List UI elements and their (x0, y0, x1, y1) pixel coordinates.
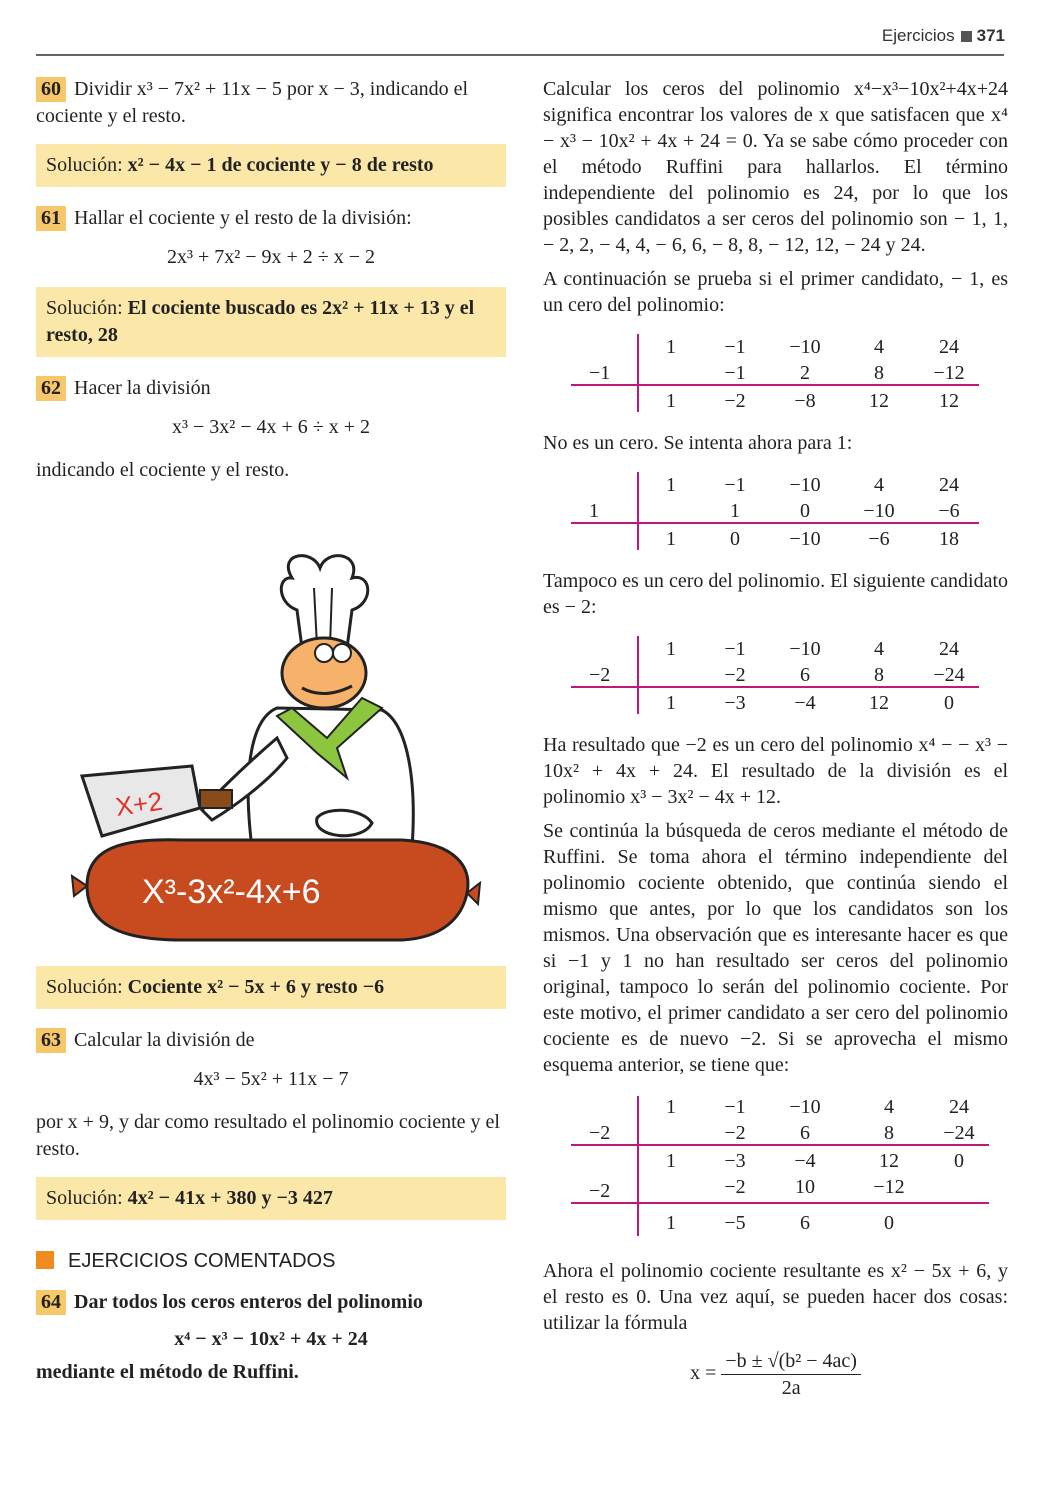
exercise-after-text: indicando el cociente y el resto. (36, 459, 290, 481)
formula-numerator: −b ± √(b² − 4ac) (721, 1348, 861, 1375)
paragraph: Ahora el polinomio cociente resultante es x² − 5x + 6, y el resto es 0. Una vez aquí, se pueden hacer dos cosas: utilizar la fórmula (543, 1260, 1008, 1334)
table-cell: 24 (939, 638, 959, 660)
exercise-after-text: mediante el método de Ruffini. (36, 1361, 299, 1383)
table-cell: 1 (666, 1150, 676, 1172)
exercise-number: 62 (36, 376, 66, 401)
table-cell: 0 (944, 692, 954, 714)
table-cell: −12 (933, 362, 965, 384)
table-cell: 8 (874, 362, 884, 384)
table-cell: 1 (666, 1212, 676, 1234)
paragraph: Calcular los ceros del polinomio x⁴−x³−10x²+4x+24 significa encontrar los valores de x que satisfacen que x⁴ − x³ − 10x² + 4x + 24 = 0. Ya se sabe cómo proceder con el método Ruffini para hallarlos. El término independiente del polinomio es 24, por lo que los posibles candidatos a ser ceros del polinomio son − 1, 1, − 2, 2, − 4, 4, − 6, 6, − 8, 8, − 12, 12, − 24 y 24. (543, 78, 1008, 256)
page-header (882, 26, 1005, 46)
table-cell: 0 (954, 1150, 964, 1172)
exercise-number: 61 (36, 206, 66, 231)
exercise-text: Calcular la división de (74, 1029, 255, 1051)
formula-fraction (721, 1348, 861, 1401)
table-cell: 6 (800, 1122, 810, 1144)
table-cell: −1 (724, 1096, 746, 1118)
table-cell: 1 (666, 638, 676, 660)
table-cell: −10 (789, 1096, 821, 1118)
table-cell: 10 (795, 1176, 815, 1198)
table-cell: 0 (884, 1212, 894, 1234)
exercise-62 (36, 375, 506, 402)
exercise-text: Hacer la división (74, 377, 211, 399)
table-cell: 12 (869, 692, 889, 714)
table-cell: 0 (730, 528, 740, 550)
paragraph: A continuación se prueba si el primer candidato, − 1, es un cero del polinomio: (543, 268, 1008, 316)
table-cell: −4 (794, 692, 816, 714)
header-section: Ejercicios (881, 26, 955, 45)
solution-text: El cociente buscado es 2x² + 11x + 13 y el resto, 28 (46, 297, 475, 346)
ruffini-table-4 (571, 1094, 991, 1244)
exercise-number: 64 (36, 1290, 66, 1315)
solution-label: Solución: (46, 154, 123, 176)
knife-label: X+2 (113, 785, 165, 822)
table-cell: 24 (939, 474, 959, 496)
table-cell: 12 (879, 1150, 899, 1172)
table-cell: −8 (794, 390, 816, 412)
table-cell: 4 (874, 474, 884, 496)
table-cell: −1 (724, 362, 746, 384)
table-cell: −24 (943, 1122, 975, 1144)
ruffini-table-1 (571, 332, 981, 416)
header-rule (36, 54, 1004, 56)
formula-denominator: 2a (781, 1377, 801, 1399)
exercise-text: Dividir x³ − 7x² + 11x − 5 por x − 3, indicando el cociente y el resto. (36, 78, 469, 127)
table-cell: 8 (884, 1122, 894, 1144)
table-root: 1 (589, 500, 599, 522)
table-cell: 24 (939, 336, 959, 358)
table-cell: 4 (884, 1096, 894, 1118)
table-cell: 1 (666, 1096, 676, 1118)
table-cell: 1 (666, 528, 676, 550)
table-cell: −6 (868, 528, 890, 550)
table-cell: 18 (939, 528, 959, 550)
expression: 2x³ + 7x² − 9x + 2 ÷ x − 2 (166, 246, 376, 268)
table-cell: 12 (939, 390, 959, 412)
table-root: −2 (589, 1180, 611, 1202)
table-cell: 6 (800, 1212, 810, 1234)
section-title: EJERCICIOS COMENTADOS (68, 1250, 336, 1272)
table-cell: −1 (724, 336, 746, 358)
solution-63 (36, 1177, 506, 1220)
exercise-61 (36, 205, 506, 232)
solution-text: x² − 4x − 1 de cociente y − 8 de resto (127, 154, 434, 176)
table-horizontal-line (571, 1202, 989, 1204)
table-cell: 1 (666, 336, 676, 358)
table-cell: −5 (724, 1212, 746, 1234)
left-column-lower (36, 966, 506, 1394)
page-number: 371 (976, 26, 1005, 45)
expression: x⁴ − x³ − 10x² + 4x + 24 (174, 1328, 368, 1350)
table-cell: −4 (794, 1150, 816, 1172)
ruffini-table-2 (571, 470, 981, 554)
table-cell: 12 (869, 390, 889, 412)
table-cell: −2 (724, 1122, 746, 1144)
table-cell: −12 (873, 1176, 905, 1198)
table-cell: 1 (730, 500, 740, 522)
orange-square-icon (36, 1251, 54, 1269)
table-cell: −10 (863, 500, 895, 522)
paragraph: No es un cero. Se intenta ahora para 1: (543, 432, 853, 454)
table-cell: 4 (874, 336, 884, 358)
exercise-text: Hallar el cociente y el resto de la división: (74, 207, 412, 229)
exercise-number: 63 (36, 1028, 66, 1053)
table-vertical-line (637, 334, 639, 412)
table-cell: −6 (938, 500, 960, 522)
table-cell: −2 (724, 1176, 746, 1198)
solution-text: Cociente x² − 5x + 6 y resto −6 (127, 976, 385, 998)
table-vertical-line (637, 636, 639, 714)
square-icon (961, 31, 972, 42)
table-cell: −10 (789, 336, 821, 358)
table-cell: −1 (724, 474, 746, 496)
table-cell: 1 (666, 692, 676, 714)
table-cell: −1 (724, 638, 746, 660)
table-cell: 4 (874, 638, 884, 660)
table-root: −2 (589, 1122, 611, 1144)
expression: x³ − 3x² − 4x + 6 ÷ x + 2 (171, 416, 371, 438)
table-root: −1 (589, 362, 611, 384)
solution-label: Solución: (46, 1187, 123, 1209)
paragraph: Se continúa la búsqueda de ceros mediante el método de Ruffini. Se toma ahora el término independiente del polinomio cociente obtenido, que continúa siendo el mismo que antes, por lo que los candidatos son los mismos. Una observación que es interesante hacer es que si −1 y 1 no han resultado ser ceros del polinomio original, tampoco lo serán del polinomio cociente. Por este motivo, el primer candidato a ser cero del polinomio cociente es de nuevo −2. Si se aprovecha el mismo esquema anterior, se tiene que: (543, 820, 1008, 1076)
exercise-63 (36, 1027, 506, 1054)
ruffini-table-3 (571, 634, 981, 718)
table-vertical-line (637, 1096, 639, 1236)
paragraph: Tampoco es un cero del polinomio. El siguiente candidato es − 2: (543, 570, 1008, 618)
table-cell: 6 (800, 664, 810, 686)
solution-text: 4x² − 41x + 380 y −3 427 (127, 1187, 333, 1209)
table-vertical-line (637, 472, 639, 550)
table-cell: −10 (789, 638, 821, 660)
solution-62 (36, 966, 506, 1009)
exercise-64 (36, 1289, 506, 1316)
table-cell: 2 (800, 362, 810, 384)
exercise-after-text: por x + 9, y dar como resultado el polinomio cociente y el resto. (36, 1111, 500, 1160)
table-cell: −10 (789, 528, 821, 550)
chef-illustration (62, 548, 482, 958)
left-column (36, 76, 506, 492)
exercise-60 (36, 76, 506, 130)
paragraph: Ha resultado que −2 es un cero del polinomio x⁴ − − x³ − 10x² + 4x + 24. El resultado de la división es el polinomio x³ − 3x² − 4x + 12. (543, 734, 1008, 808)
table-cell: 24 (949, 1096, 969, 1118)
table-cell: 1 (666, 390, 676, 412)
table-cell: −2 (724, 664, 746, 686)
table-cell: −3 (724, 692, 746, 714)
exercise-text: Dar todos los ceros enteros del polinomio (74, 1291, 423, 1313)
right-column (543, 76, 1008, 1401)
table-cell: −24 (933, 664, 965, 686)
section-heading (36, 1248, 506, 1275)
solution-label: Solución: (46, 976, 123, 998)
expression: 4x³ − 5x² + 11x − 7 (193, 1068, 349, 1090)
solution-label: Solución: (46, 297, 123, 319)
table-cell: −3 (724, 1150, 746, 1172)
solution-60 (36, 144, 506, 187)
table-cell: 8 (874, 664, 884, 686)
table-cell: −2 (724, 390, 746, 412)
table-cell: −10 (789, 474, 821, 496)
table-cell: 0 (800, 500, 810, 522)
table-cell: 1 (666, 474, 676, 496)
formula-lhs: x = (690, 1362, 717, 1385)
solution-61 (36, 287, 506, 357)
sausage-label: X³-3x²-4x+6 (142, 873, 321, 911)
table-root: −2 (589, 664, 611, 686)
exercise-number: 60 (36, 77, 66, 102)
quadratic-formula (543, 1348, 1008, 1401)
